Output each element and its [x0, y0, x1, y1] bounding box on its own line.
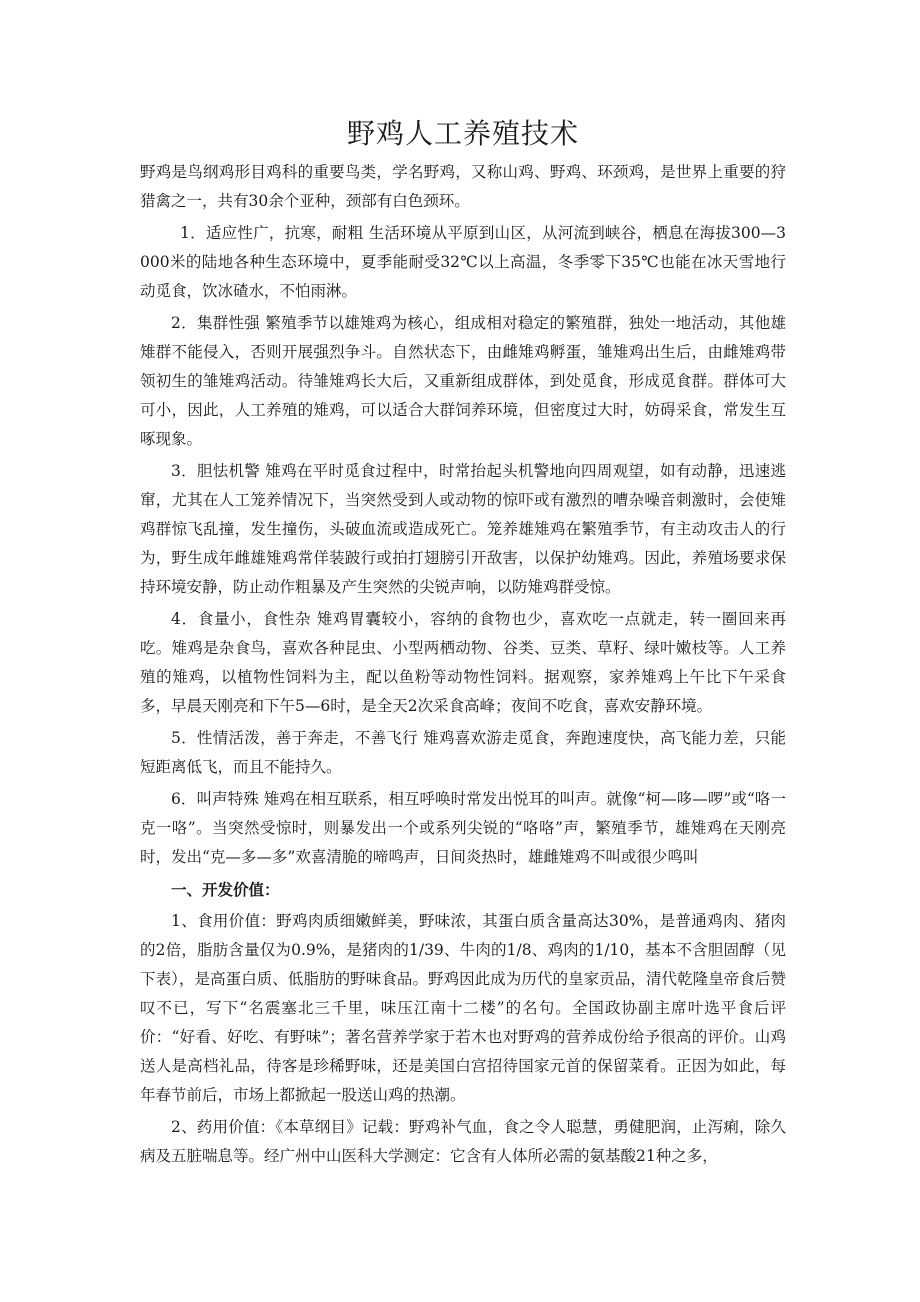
feature-paragraph-2: 2．集群性强 繁殖季节以雄雉鸡为核心，组成相对稳定的繁殖群，独处一地活动，其他雄雉群不能侵入，否则开展强烈争斗。自然状态下，由雌雉鸡孵蛋，雏雉鸡出生后，由雌雉鸡带领初生的雏雉鸡活动。待雏雉鸡长大后，又重新组成群体，到处觅食，形成觅食群。群体可大可小，因此，人工养殖的雉鸡，可以适合大群饲养环境，但密度过大时，妨碍采食，常发生互啄现象。	[140, 314, 786, 448]
feature-paragraph-1: 1．适应性广，抗寒，耐粗 生活环境从平原到山区，从河流到峡谷，栖息在海拔300—3000米的陆地各种生态环境中，夏季能耐受32℃以上高温，冬季零下35℃也能在冰天雪地行动觅食，饮冰碴水，不怕雨淋。	[140, 224, 786, 300]
value-paragraph-2: 2、药用价值：《本草纲目》记载：野鸡补气血，食之令人聪慧，勇健肥润，止泻痢，除久病及五脏喘息等。经广州中山医科大学测定：它含有人体所必需的氨基酸21种之多，	[140, 1118, 786, 1165]
section-heading: 一、开发价值：	[171, 880, 280, 899]
page-title: 野鸡人工养殖技术	[346, 117, 579, 150]
intro-paragraph: 野鸡是鸟纲鸡形目鸡科的重要鸟类，学名野鸡，又称山鸡、野鸡、环颈鸡，是世界上重要的狩猎禽之一，共有30余个亚种，颈部有白色颈环。	[140, 163, 786, 210]
document-page	[140, 112, 786, 1174]
value-paragraph-1: 1、食用价值：野鸡肉质细嫩鲜美，野味浓，其蛋白质含量高达30%，是普通鸡肉、猪肉的2倍，脂肪含量仅为0.9%，是猪肉的1/39、牛肉的1/8、鸡肉的1/10，基本不含胆固醇（见下表），是高蛋白质、低脂肪的野味食品。野鸡因此成为历代的皇家贡品，清代乾隆皇帝食后赞叹不已，写下“名震塞北三千里，味压江南十二楼”的名句。全国政协副主席叶选平食后评价：“好看、好吃、有野味”；著名营养学家于若木也对野鸡的营养成份给予很高的评价。山鸡送人是高档礼品，待客是珍稀野味，还是美国白宫招待国家元首的保留菜肴。正因为如此，每年春节前后，市场上都掀起一股送山鸡的热潮。	[140, 912, 786, 1104]
feature-paragraph-5: 5．性情活泼，善于奔走，不善飞行 雉鸡喜欢游走觅食，奔跑速度快，高飞能力差，只能短距离低飞，而且不能持久。	[140, 729, 786, 776]
feature-paragraph-6: 6．叫声特殊 雉鸡在相互联系，相互呼唤时常发出悦耳的叫声。就像“柯—哆—啰”或“咯一克一咯”。当突然受惊时，则暴发出一个或系列尖锐的“咯咯”声，繁殖季节，雄雉鸡在天刚亮时，发出“克—多—多”欢喜清脆的啼鸣声，日间炎热时，雄雌雉鸡不叫或很少鸣叫	[140, 790, 786, 866]
feature-paragraph-4: 4．食量小，食性杂 雉鸡胃囊较小，容纳的食物也少，喜欢吃一点就走，转一圈回来再吃。雉鸡是杂食鸟，喜欢各种昆虫、小型两栖动物、谷类、豆类、草籽、绿叶嫩枝等。人工养殖的雉鸡，以植物性饲料为主，配以鱼粉等动物性饲料。据观察，家养雉鸡上午比下午采食多，早晨天刚亮和下午5—6时，是全天2次采食高峰；夜间不吃食，喜欢安静环境。	[140, 610, 786, 715]
feature-paragraph-3: 3．胆怯机警 雉鸡在平时觅食过程中，时常抬起头机警地向四周观望，如有动静，迅速逃窜，尤其在人工笼养情况下，当突然受到人或动物的惊吓或有激烈的嘈杂噪音刺激时，会使雉鸡群惊飞乱撞，发生撞伤，头破血流或造成死亡。笼养雄雉鸡在繁殖季节，有主动攻击人的行为，野生成年雌雄雉鸡常佯装跛行或拍打翅膀引开敌害，以保护幼雉鸡。因此，养殖场要求保持环境安静，防止动作粗暴及产生突然的尖锐声响，以防雉鸡群受惊。	[140, 462, 786, 596]
